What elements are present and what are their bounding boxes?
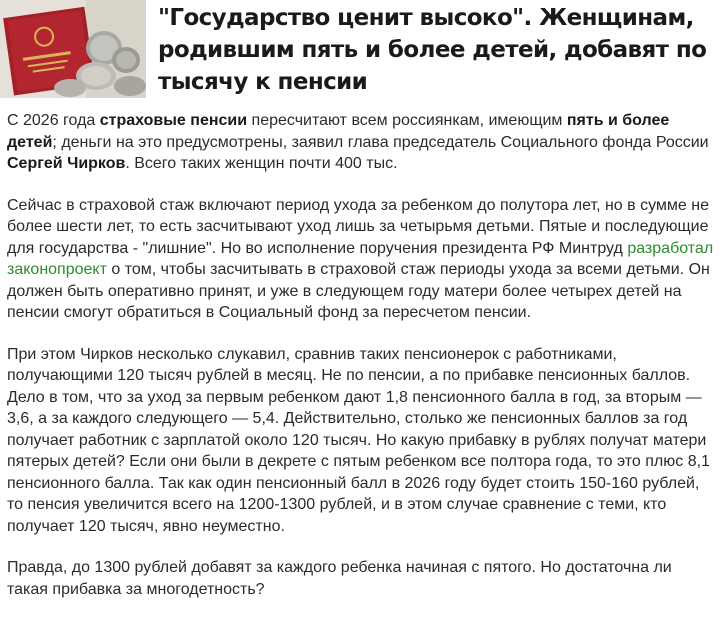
bold-five-or-more-children: пять и более детей	[7, 112, 670, 151]
bold-person-name: Сергей Чирков	[7, 155, 126, 172]
paragraph-comparison: При этом Чирков несколько слукавил, сравнив таких пенсионерок с работниками, получающими 120 тысяч рублей в месяц. Не по пенсии, а по прибавке пенсионных баллов. Дело в том, что за уход за первым ребенком дают 1,8 пенсионного балла в год, за вторым — 3,6, а за каждого следующего — 5,4. Действительно, столько же пенсионных баллов за год получает работник с зарплатой около 120 тысяч. Но какую прибавку в рублях получат матери пятерых детей? Если они были в декрете с пятым ребенком все полтора года, то это плюс 8,1 пенсионного балла. Так как один пенсионный балл в 2026 году будет стоить 150-160 рублей, то пенсия увеличится всего на 1200-1300 рублей, и в этом случае сравнение с теми, кто получает 120 тысяч, явно неуместно.	[7, 345, 710, 535]
article-title: "Государство ценит высоко". Женщинам, родившим пять и более детей, добавят по тысячу к пенсии	[158, 5, 707, 95]
article-header	[0, 0, 720, 104]
bold-insurance-pensions: страховые пенсии	[99, 112, 248, 129]
paragraph-conclusion: Правда, до 1300 рублей добавят за каждого ребенка начиная с пятого. Но достаточна ли такая прибавка за многодетность?	[7, 559, 672, 598]
paragraph-intro: С 2026 года страховые пенсии пересчитают всем россиянкам, имеющим пять и более детей; деньги на это предусмотрены, заявил глава председатель Социального фонда России Сергей Чирков. Всего таких женщин почти 400 тыс.	[7, 112, 709, 172]
article-body	[7, 110, 717, 620]
pension-certificate-coins-icon	[0, 0, 146, 98]
bill-link[interactable]: разработал законопроект	[7, 239, 714, 278]
paragraph-insurance-period: Сейчас в страховой стаж включают период ухода за ребенком до полутора лет, но в сумме не более шести лет, то есть засчитывают уход лишь за четырьмя детьми. Пятые и последующие для государства - "лишние". Но во исполнение поручения президента РФ Минтруд разработал законопроект о том, чтобы засчитывать в страховой стаж периоды ухода за всеми детьми. Он должен быть оперативно принят, и уже в следующем году матери более четырех детей на пенсии смогут обратиться в Социальный фонд за пересчетом пенсии.	[7, 196, 714, 321]
